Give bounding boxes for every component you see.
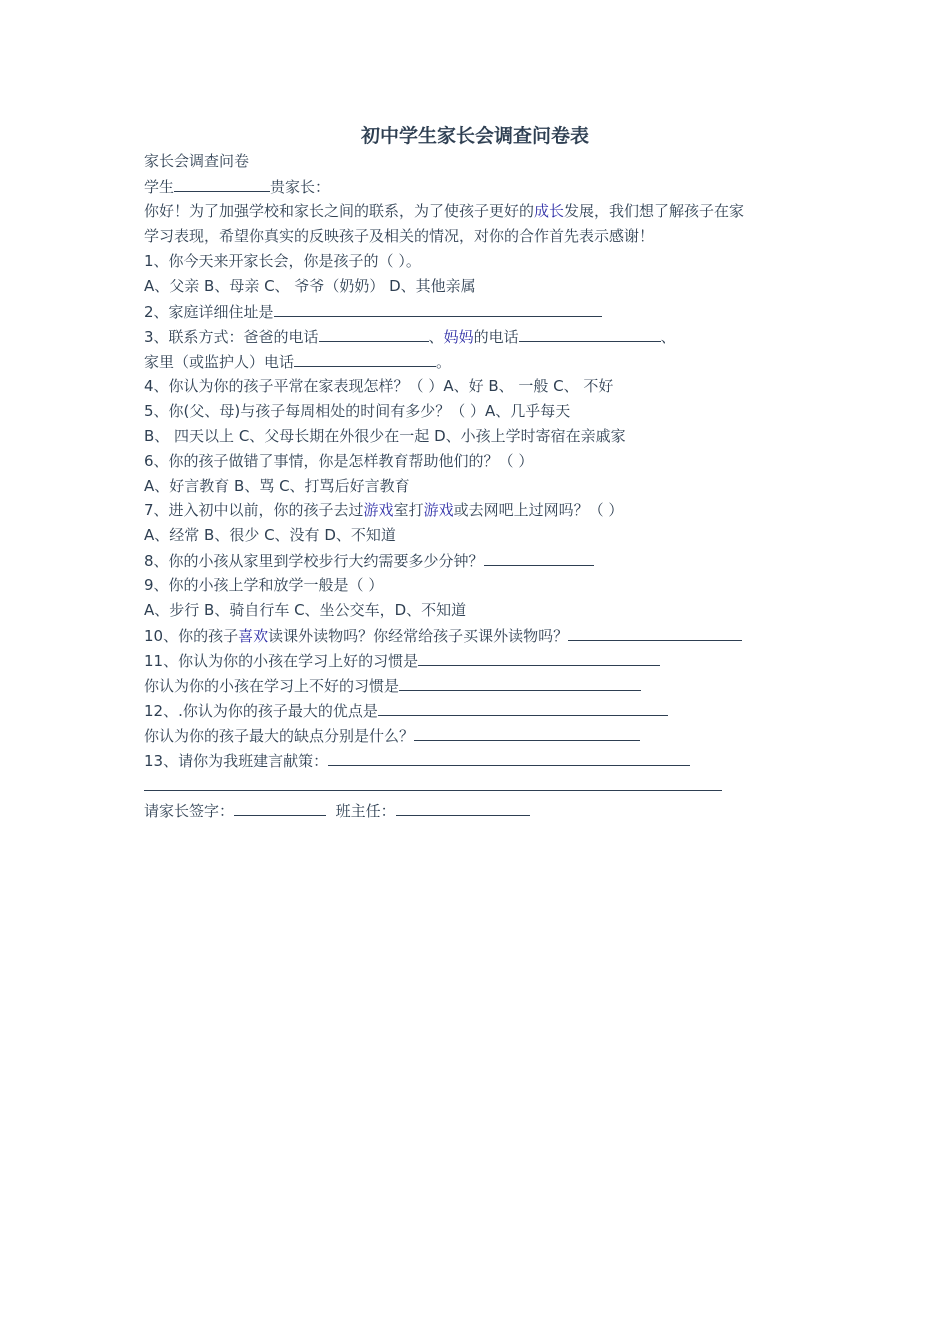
question-2-label: 2、家庭详细住址是 — [144, 303, 274, 321]
question-7 — [144, 500, 623, 520]
question-3-label: 3、联系方式：爸爸的电话 — [144, 328, 319, 346]
spacer — [326, 802, 336, 820]
question-10-label: 10、你的孩子 — [144, 627, 239, 645]
question-12-weakness — [144, 725, 640, 746]
walk-time-blank[interactable] — [484, 550, 594, 566]
question-3-home — [144, 351, 451, 372]
question-5: 5、你(父、母)与孩子每周相处的时间有多少？（ ）A、几乎每天 — [144, 402, 571, 420]
student-name-blank[interactable] — [174, 176, 270, 192]
question-9-options: A、步行 B、骑自行车 C、坐公交车，D、不知道 — [144, 601, 467, 619]
question-10-text: 读课外读物吗？你经常给孩子买课外读物吗？ — [268, 627, 569, 645]
teacher-sign-blank[interactable] — [396, 800, 530, 816]
separator: 、 — [660, 328, 676, 346]
weakness-blank[interactable] — [414, 725, 640, 741]
game-link-1[interactable]: 游戏 — [363, 501, 394, 519]
question-7-label: 7、进入初中以前，你的孩子去过 — [144, 501, 364, 519]
mom-phone-label: 的电话 — [473, 328, 519, 346]
good-habit-label: 11、你认为你的小孩在学习上好的习惯是 — [144, 652, 419, 670]
question-10 — [144, 625, 742, 646]
mom-link[interactable]: 妈妈 — [443, 328, 474, 346]
teacher-sign-label: 班主任： — [335, 802, 396, 820]
parent-sign-blank[interactable] — [234, 800, 326, 816]
suggestion-blank[interactable] — [328, 750, 690, 766]
question-11-bad — [144, 675, 641, 696]
question-1-options: A、父亲 B、母亲 C、 爷爷（奶奶） D、其他亲属 — [144, 277, 476, 295]
greeting-line — [144, 176, 330, 197]
page-title: 初中学生家长会调查问卷表 — [360, 125, 589, 147]
intro-link-growth[interactable]: 成长 — [534, 202, 565, 220]
intro-line-2: 学习表现，希望你真实的反映孩子及相关的情况，对你的合作首先表示感谢！ — [144, 227, 655, 245]
suggestion-blank-2[interactable] — [144, 775, 722, 791]
question-8-label: 8、你的小孩从家里到学校步行大约需要多少分钟？ — [144, 552, 484, 570]
question-7-options: A、经常 B、很少 C、没有 D、不知道 — [144, 526, 396, 544]
reading-blank[interactable] — [568, 625, 742, 641]
good-habit-blank[interactable] — [418, 650, 660, 666]
separator: 、 — [428, 328, 444, 346]
bad-habit-label: 你认为你的小孩在学习上不好的习惯是 — [144, 677, 400, 695]
strength-blank[interactable] — [378, 700, 668, 716]
period: 。 — [436, 353, 452, 371]
question-12-strength — [144, 700, 668, 721]
intro-text-1c: 发展，我们想了解孩子在家 — [564, 202, 745, 220]
question-13 — [144, 750, 690, 771]
question-13-label: 13、请你为我班建言献策： — [144, 752, 329, 770]
question-7-end: 或去网吧上过网吗？（ ） — [453, 501, 624, 519]
question-6-options: A、好言教育 B、骂 C、打骂后好言教育 — [144, 477, 410, 495]
question-2 — [144, 301, 602, 322]
signature-line — [144, 800, 530, 821]
parent-sign-label: 请家长签字： — [144, 802, 235, 820]
question-6: 6、你的孩子做错了事情，你是怎样教育帮助他们的？（ ） — [144, 452, 534, 470]
mother-phone-blank[interactable] — [519, 326, 661, 342]
game-link-2[interactable]: 游戏 — [423, 501, 454, 519]
question-8 — [144, 550, 594, 571]
weakness-label: 你认为你的孩子最大的缺点分别是什么？ — [144, 727, 415, 745]
home-phone-blank[interactable] — [294, 351, 436, 367]
question-5-options: B、 四天以上 C、父母长期在外很少在一起 D、小孩上学时寄宿在亲戚家 — [144, 427, 626, 445]
question-1: 1、你今天来开家长会，你是孩子的（ ）。 — [144, 252, 421, 270]
bad-habit-blank[interactable] — [399, 675, 641, 691]
question-4: 4、你认为你的孩子平常在家表现怎样？（ ）A、好 B、 一般 C、 不好 — [144, 377, 614, 395]
question-11-good — [144, 650, 660, 671]
question-3 — [144, 326, 676, 347]
like-link[interactable]: 喜欢 — [238, 627, 269, 645]
address-blank[interactable] — [274, 301, 602, 317]
student-label: 学生 — [144, 178, 175, 196]
question-9: 9、你的小孩上学和放学一般是（ ） — [144, 576, 384, 594]
question-7-mid: 室打 — [393, 501, 424, 519]
strength-label: 12、.你认为你的孩子最大的优点是 — [144, 702, 378, 720]
intro-line-1 — [144, 201, 744, 221]
parent-label: 贵家长： — [270, 178, 331, 196]
father-phone-blank[interactable] — [319, 326, 429, 342]
intro-text-1a: 你好！为了加强学校和家长之间的联系，为了使孩子更好的 — [144, 202, 535, 220]
subtitle: 家长会调查问卷 — [144, 152, 250, 170]
question-13-extra — [144, 775, 722, 796]
home-phone-label: 家里（或监护人）电话 — [144, 353, 295, 371]
